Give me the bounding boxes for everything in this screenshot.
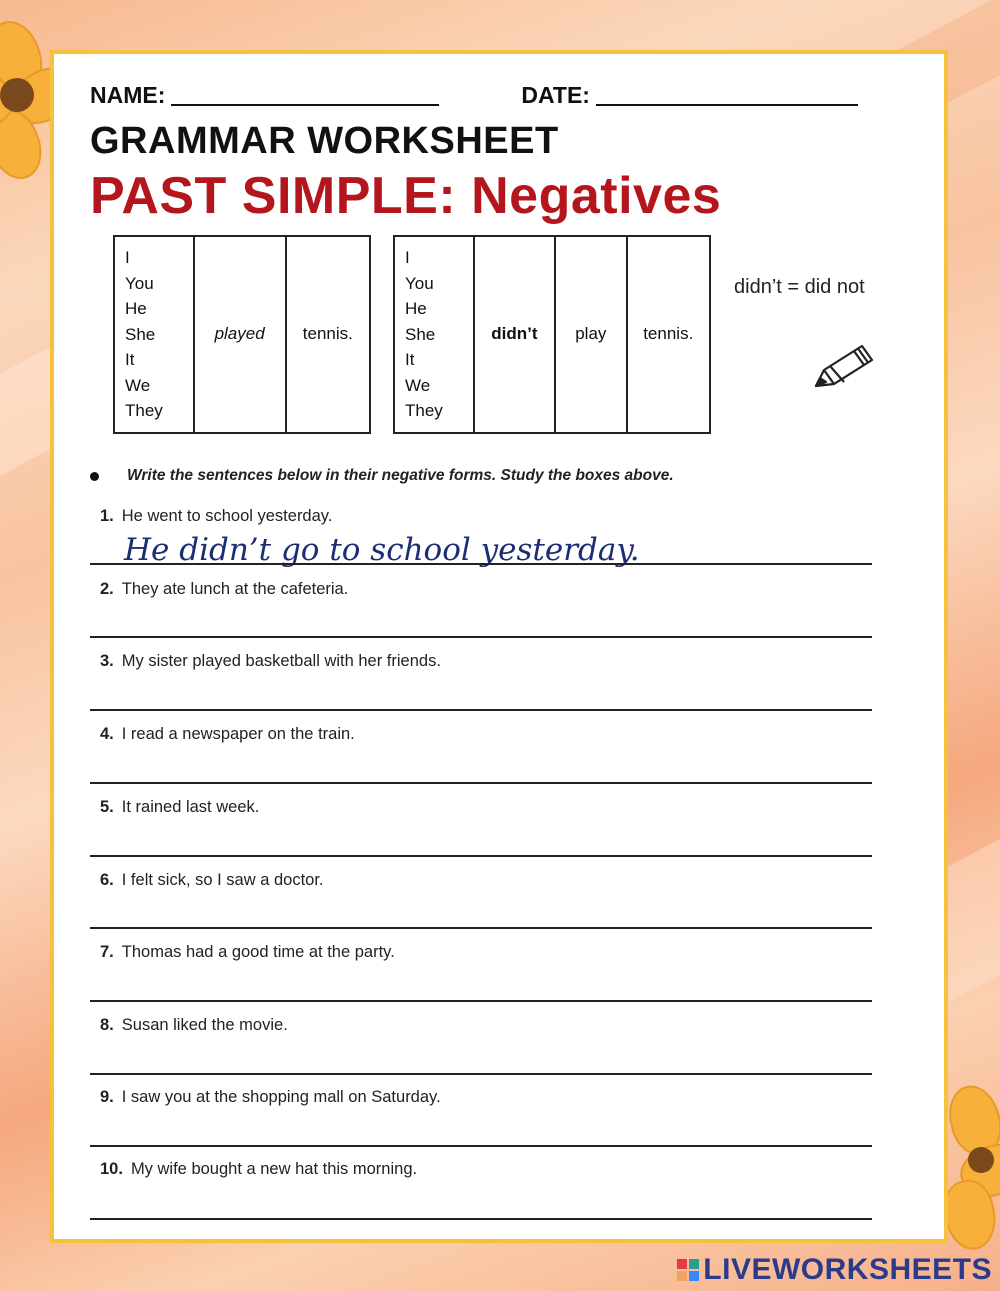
question-text: They ate lunch at the cafeteria. [121, 580, 349, 598]
logo-square [677, 1271, 687, 1281]
bullet-icon [90, 472, 99, 481]
instructions [90, 467, 674, 485]
logo-square [689, 1259, 699, 1269]
pronoun: It [405, 350, 415, 369]
logo-square [689, 1271, 699, 1281]
question-item [100, 507, 332, 526]
pronoun: He [125, 299, 147, 318]
object-cell: tennis. [286, 236, 370, 433]
question-number: 8. [100, 1016, 114, 1034]
question-text: My wife bought a new hat this morning. [130, 1160, 418, 1178]
object-cell: tennis. [627, 236, 711, 433]
question-item [100, 943, 395, 962]
contraction-note: didn’t = did not [734, 276, 865, 298]
question-number: 10. [100, 1160, 123, 1178]
flower-decoration [940, 1085, 1000, 1235]
pronoun: We [125, 375, 151, 395]
header-row [90, 82, 858, 109]
question-number: 3. [100, 652, 114, 670]
answer-line[interactable] [90, 855, 872, 857]
question-text: Thomas had a good time at the party. [121, 943, 395, 961]
brand-text: LIVEWORKSHEETS [703, 1253, 992, 1286]
question-number: 5. [100, 798, 114, 816]
answer-line[interactable] [90, 709, 872, 711]
logo-icon [677, 1259, 699, 1281]
question-text: He went to school yesterday. [121, 507, 333, 525]
answer-line[interactable] [90, 782, 872, 784]
pronoun: She [405, 324, 436, 344]
question-number: 4. [100, 725, 114, 743]
date-label: DATE: [521, 82, 590, 108]
worksheet-page [50, 50, 948, 1243]
name-label: NAME: [90, 82, 166, 108]
pronoun: You [405, 273, 434, 293]
answer-line[interactable] [90, 1000, 872, 1002]
pronoun-list [114, 236, 194, 433]
question-item [100, 652, 441, 671]
pronoun: You [125, 273, 154, 293]
question-item [100, 1016, 288, 1035]
worksheet-subtitle: PAST SIMPLE: Negatives [90, 167, 722, 225]
question-item [100, 725, 355, 744]
pronoun: We [405, 375, 431, 395]
negative-table [393, 235, 711, 434]
answer-text[interactable]: He didn’t go to school yesterday. [124, 532, 640, 568]
name-field[interactable] [171, 82, 439, 106]
liveworksheets-logo[interactable] [677, 1253, 992, 1287]
pronoun: He [405, 299, 427, 318]
answer-line[interactable] [90, 1073, 872, 1075]
question-number: 9. [100, 1088, 114, 1106]
question-text: My sister played basketball with her friends. [121, 652, 441, 670]
answer-line[interactable] [90, 636, 872, 638]
pronoun: I [125, 248, 130, 267]
auxiliary-cell: didn’t [474, 236, 555, 433]
question-number: 1. [100, 507, 114, 525]
logo-square [677, 1259, 687, 1269]
question-item [100, 871, 324, 890]
worksheet-title: GRAMMAR WORKSHEET [90, 120, 559, 162]
past-verb-cell: played [194, 236, 286, 433]
pronoun: They [125, 401, 163, 420]
pencil-icon [810, 338, 880, 394]
pronoun: She [125, 324, 156, 344]
question-item [100, 1160, 417, 1179]
answer-line[interactable] [90, 1145, 872, 1147]
pronoun: It [125, 350, 135, 369]
question-text: It rained last week. [121, 798, 260, 816]
question-item [100, 798, 259, 817]
question-text: I saw you at the shopping mall on Saturday. [121, 1088, 441, 1106]
question-number: 7. [100, 943, 114, 961]
answer-line[interactable] [90, 563, 872, 565]
question-text: Susan liked the movie. [121, 1016, 288, 1034]
answer-line[interactable] [90, 1218, 872, 1220]
pronoun-list [394, 236, 474, 433]
question-item [100, 580, 348, 599]
date-field[interactable] [596, 82, 858, 106]
question-item [100, 1088, 441, 1107]
affirmative-table [113, 235, 371, 434]
base-verb-cell: play [555, 236, 626, 433]
answer-line[interactable] [90, 927, 872, 929]
question-number: 2. [100, 580, 114, 598]
pronoun: I [405, 248, 410, 267]
pronoun: They [405, 401, 443, 420]
question-text: I read a newspaper on the train. [121, 725, 355, 743]
question-text: I felt sick, so I saw a doctor. [121, 871, 324, 889]
instruction-text: Write the sentences below in their negative forms. Study the boxes above. [127, 467, 674, 484]
question-number: 6. [100, 871, 114, 889]
